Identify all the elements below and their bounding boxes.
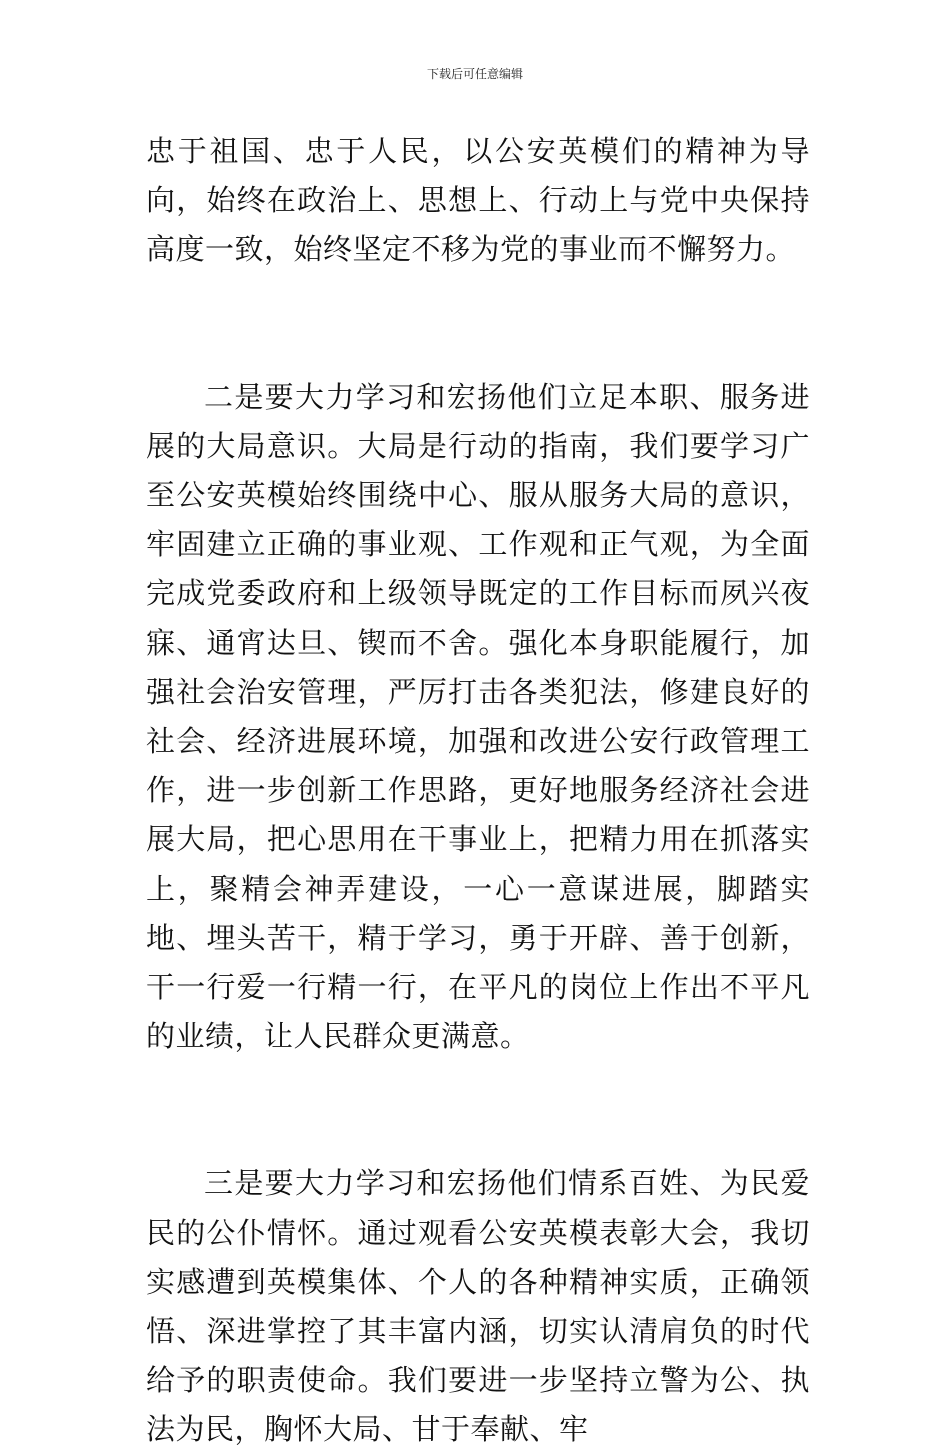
paragraph-point-two: 二是要大力学习和宏扬他们立足本职、服务进展的大局意识。大局是行动的指南，我们要学习广至公安英模始终围绕中心、服从服务大局的意识，牢固建立正确的事业观、工作观和正气观，为全面完成党委政府和上级领导既定的工作目标而夙兴夜寐、通宵达旦、锲而不舍。强化本身职能履行，加强社会治安管理，严厉打击各类犯法，修建良好的社会、经济进展环境，加强和改进公安行政管理工作，进一步创新工作思路，更好地服务经济社会进展大局，把心思用在干事业上，把精力用在抓落实上，聚精会神弄建设，一心一意谋进展，脚踏实地、埋头苦干，精于学习，勇于开辟、善于创新，干一行爱一行精一行，在平凡的岗位上作出不平凡的业绩，让人民群众更满意。 — [146, 379, 810, 1054]
paragraph-spacer — [146, 1061, 810, 1159]
paragraph-continued: 忠于祖国、忠于人民，以公安英模们的精神为导向，始终在政治上、思想上、行动上与党中央保持高度一致，始终坚定不移为党的事业而不懈努力。 — [146, 134, 810, 267]
paragraph-point-three: 三是要大力学习和宏扬他们情系百姓、为民爱民的公仆情怀。通过观看公安英模表彰大会，我切实感遭到英模集体、个人的各种精神实质，正确领悟、深进掌控了其丰富内涵，切实认清肩负的时代给予的职责使命。我们要进一步坚持立警为公、执法为民，胸怀大局、甘于奉献、牢 — [146, 1166, 810, 1447]
page-header: 下载后可任意编辑 — [426, 67, 523, 81]
document-body — [146, 127, 810, 1455]
paragraph-spacer — [146, 275, 810, 373]
